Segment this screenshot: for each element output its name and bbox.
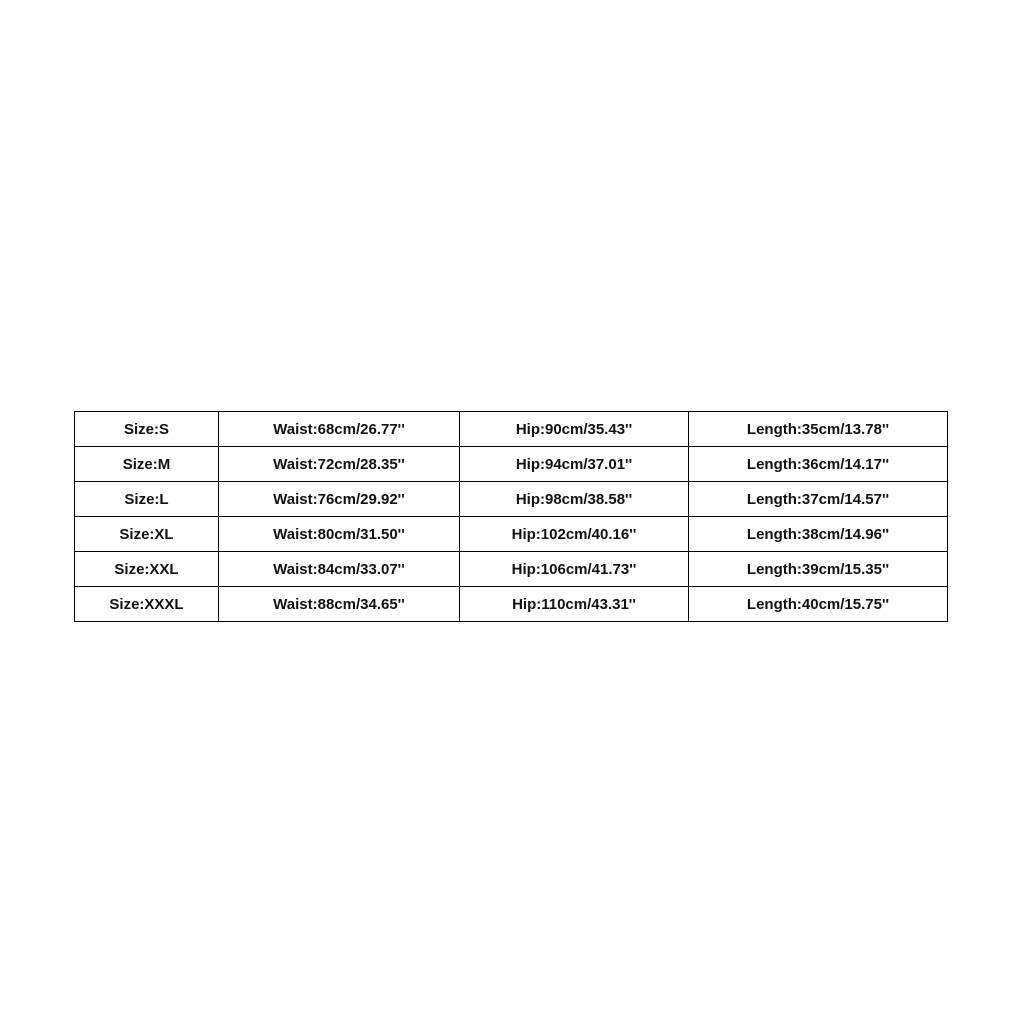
hip-cell: Hip:106cm/41.73'' [460,552,689,587]
waist-cell: Waist:88cm/34.65'' [219,587,460,622]
waist-cell: Waist:72cm/28.35'' [219,447,460,482]
waist-cell: Waist:76cm/29.92'' [219,482,460,517]
table-row [75,412,948,447]
size-cell: Size:L [75,482,219,517]
length-cell: Length:38cm/14.96'' [689,517,948,552]
hip-cell: Hip:94cm/37.01'' [460,447,689,482]
size-cell: Size:XXL [75,552,219,587]
length-cell: Length:35cm/13.78'' [689,412,948,447]
size-cell: Size:M [75,447,219,482]
table-row [75,587,948,622]
length-cell: Length:36cm/14.17'' [689,447,948,482]
table-row [75,447,948,482]
size-chart-table [74,411,948,622]
hip-cell: Hip:110cm/43.31'' [460,587,689,622]
size-cell: Size:S [75,412,219,447]
size-cell: Size:XXXL [75,587,219,622]
waist-cell: Waist:68cm/26.77'' [219,412,460,447]
table-row [75,517,948,552]
table-row [75,552,948,587]
hip-cell: Hip:90cm/35.43'' [460,412,689,447]
length-cell: Length:40cm/15.75'' [689,587,948,622]
table-row [75,482,948,517]
length-cell: Length:39cm/15.35'' [689,552,948,587]
length-cell: Length:37cm/14.57'' [689,482,948,517]
size-cell: Size:XL [75,517,219,552]
hip-cell: Hip:102cm/40.16'' [460,517,689,552]
hip-cell: Hip:98cm/38.58'' [460,482,689,517]
waist-cell: Waist:84cm/33.07'' [219,552,460,587]
waist-cell: Waist:80cm/31.50'' [219,517,460,552]
